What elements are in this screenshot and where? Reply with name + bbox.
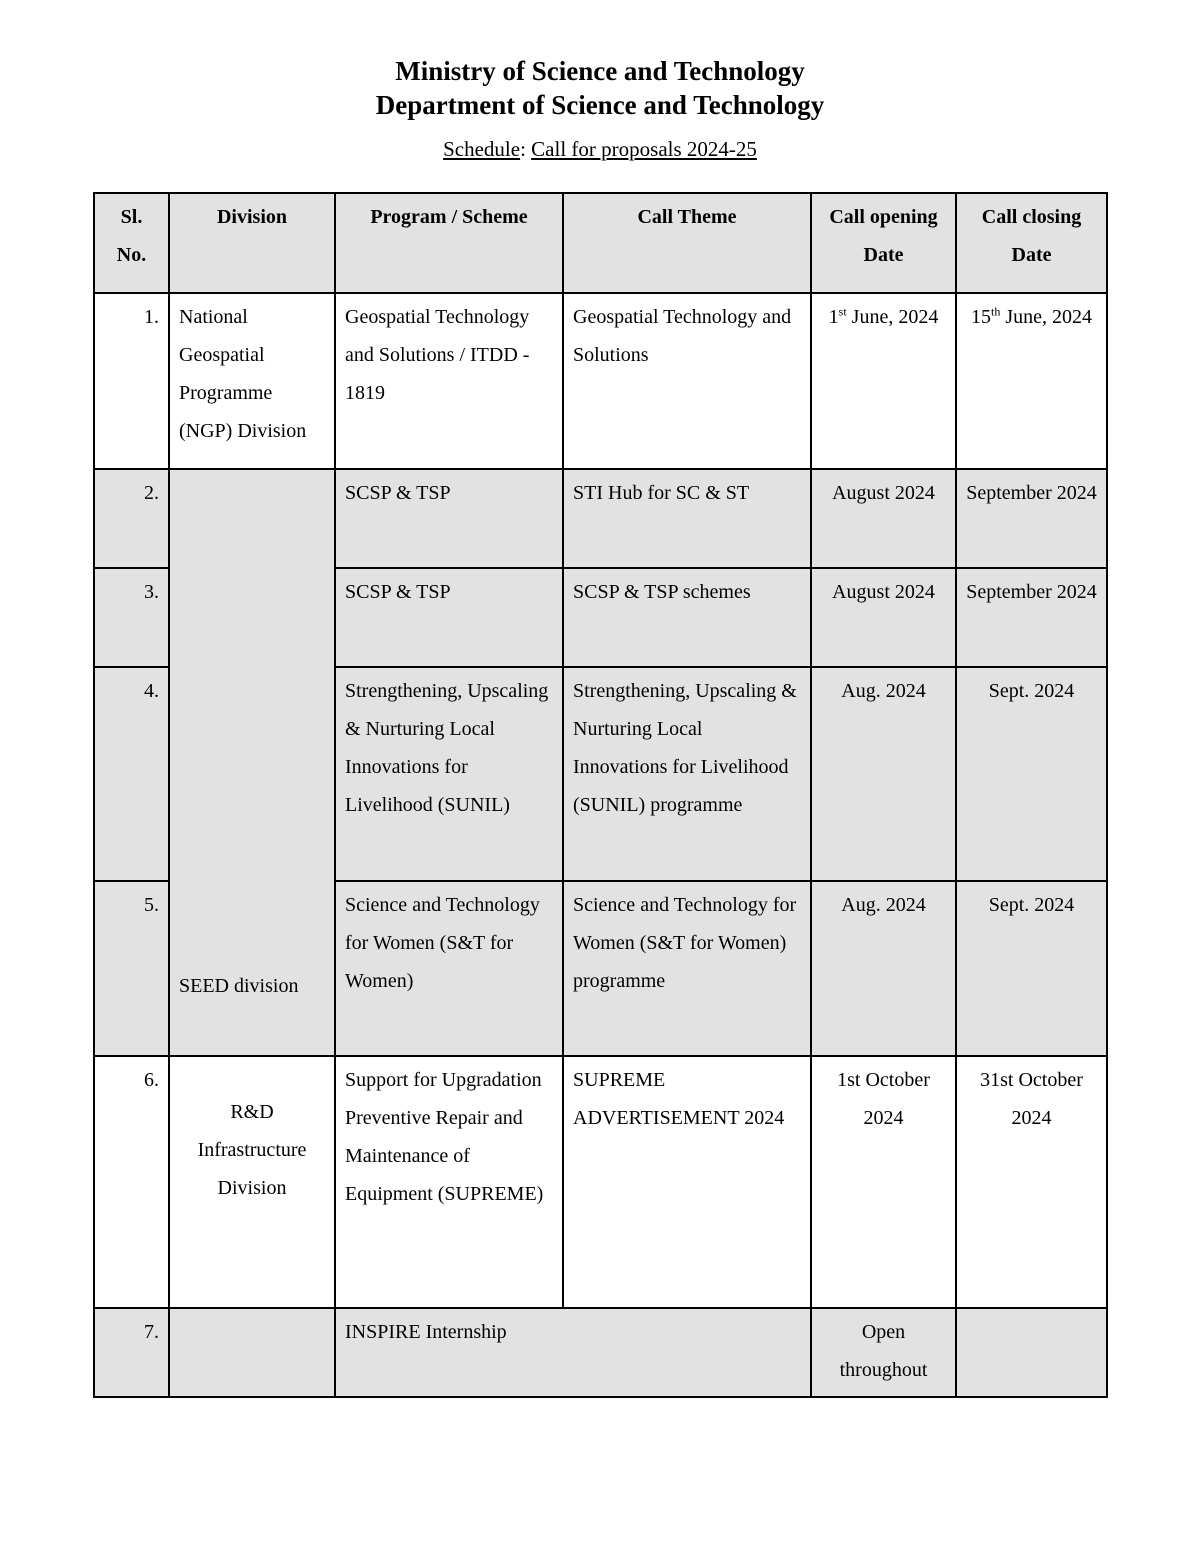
row-program: SCSP & TSP [335, 568, 563, 667]
row-theme: Strengthening, Upscaling & Nurturing Local Innovations for Livelihood (SUNIL) programme [563, 667, 811, 881]
opening-day-suffix: st [838, 304, 847, 319]
opening-day: 1 [828, 306, 839, 328]
header-closing-date: Call closing Date [956, 193, 1107, 293]
row-opening-date: 1st October 2024 [811, 1056, 956, 1308]
row-theme: STI Hub for SC & ST [563, 469, 811, 568]
row-closing-date: Sept. 2024 [956, 881, 1107, 1056]
closing-month-year: June, 2024 [1000, 306, 1092, 328]
row-opening-date: Aug. 2024 [811, 667, 956, 881]
row-program: Support for Upgradation Preventive Repair and Maintenance of Equipment (SUPREME) [335, 1056, 563, 1308]
schedule-title: Call for proposals 2024-25 [531, 137, 757, 161]
row-theme: SCSP & TSP schemes [563, 568, 811, 667]
opening-month-year: June, 2024 [846, 306, 939, 328]
row-closing-date [956, 293, 1107, 469]
table-row [94, 293, 1107, 469]
table-row [94, 1056, 1107, 1308]
row-closing-date: 31st October 2024 [956, 1056, 1107, 1308]
header-sl-no: Sl. No. [94, 193, 169, 293]
row-opening-date: August 2024 [811, 568, 956, 667]
header-opening-date: Call opening Date [811, 193, 956, 293]
row-program: Science and Technology for Women (S&T for Women) [335, 881, 563, 1056]
row-sl-no: 3. [94, 568, 169, 667]
row-division-seed: SEED division [169, 469, 335, 1056]
schedule-table [93, 192, 1108, 1398]
row-division: National Geospatial Programme (NGP) Division [169, 293, 335, 469]
row-program: SCSP & TSP [335, 469, 563, 568]
department-title: Department of Science and Technology [375, 90, 825, 120]
closing-day-suffix: th [990, 304, 1001, 319]
row-division-empty [169, 1308, 335, 1397]
row-program: Strengthening, Upscaling & Nurturing Local Innovations for Livelihood (SUNIL) [335, 667, 563, 881]
header-row [94, 193, 1107, 293]
row-theme: Geospatial Technology and Solutions [563, 293, 811, 469]
row-sl-no: 2. [94, 469, 169, 568]
row-division: R&D Infrastructure Division [169, 1056, 335, 1308]
row-sl-no: 7. [94, 1308, 169, 1397]
table-row [94, 469, 1107, 568]
row-sl-no: 4. [94, 667, 169, 881]
schedule-label: Schedule [443, 137, 521, 161]
row-sl-no: 6. [94, 1056, 169, 1308]
row-opening-date: Open throughout [811, 1308, 956, 1397]
row-program: Geospatial Technology and Solutions / ITDD - 1819 [335, 293, 563, 469]
row-sl-no: 1. [94, 293, 169, 469]
row-closing-date: September 2024 [956, 469, 1107, 568]
header-division: Division [169, 193, 335, 293]
schedule-subtitle: Schedule: Call for proposals 2024-25 [443, 137, 757, 161]
document-header [0, 54, 1200, 161]
header-theme: Call Theme [563, 193, 811, 293]
row-closing-date: Sept. 2024 [956, 667, 1107, 881]
row-closing-date [956, 1308, 1107, 1397]
row-program: INSPIRE Internship [335, 1308, 811, 1397]
row-opening-date: August 2024 [811, 469, 956, 568]
row-theme: Science and Technology for Women (S&T for Women) programme [563, 881, 811, 1056]
ministry-title: Ministry of Science and Technology [395, 56, 805, 86]
header-program: Program / Scheme [335, 193, 563, 293]
row-opening-date [811, 293, 956, 469]
closing-day: 15 [970, 306, 991, 328]
row-theme: SUPREME ADVERTISEMENT 2024 [563, 1056, 811, 1308]
row-opening-date: Aug. 2024 [811, 881, 956, 1056]
row-closing-date: September 2024 [956, 568, 1107, 667]
row-sl-no: 5. [94, 881, 169, 1056]
table-row [94, 1308, 1107, 1397]
